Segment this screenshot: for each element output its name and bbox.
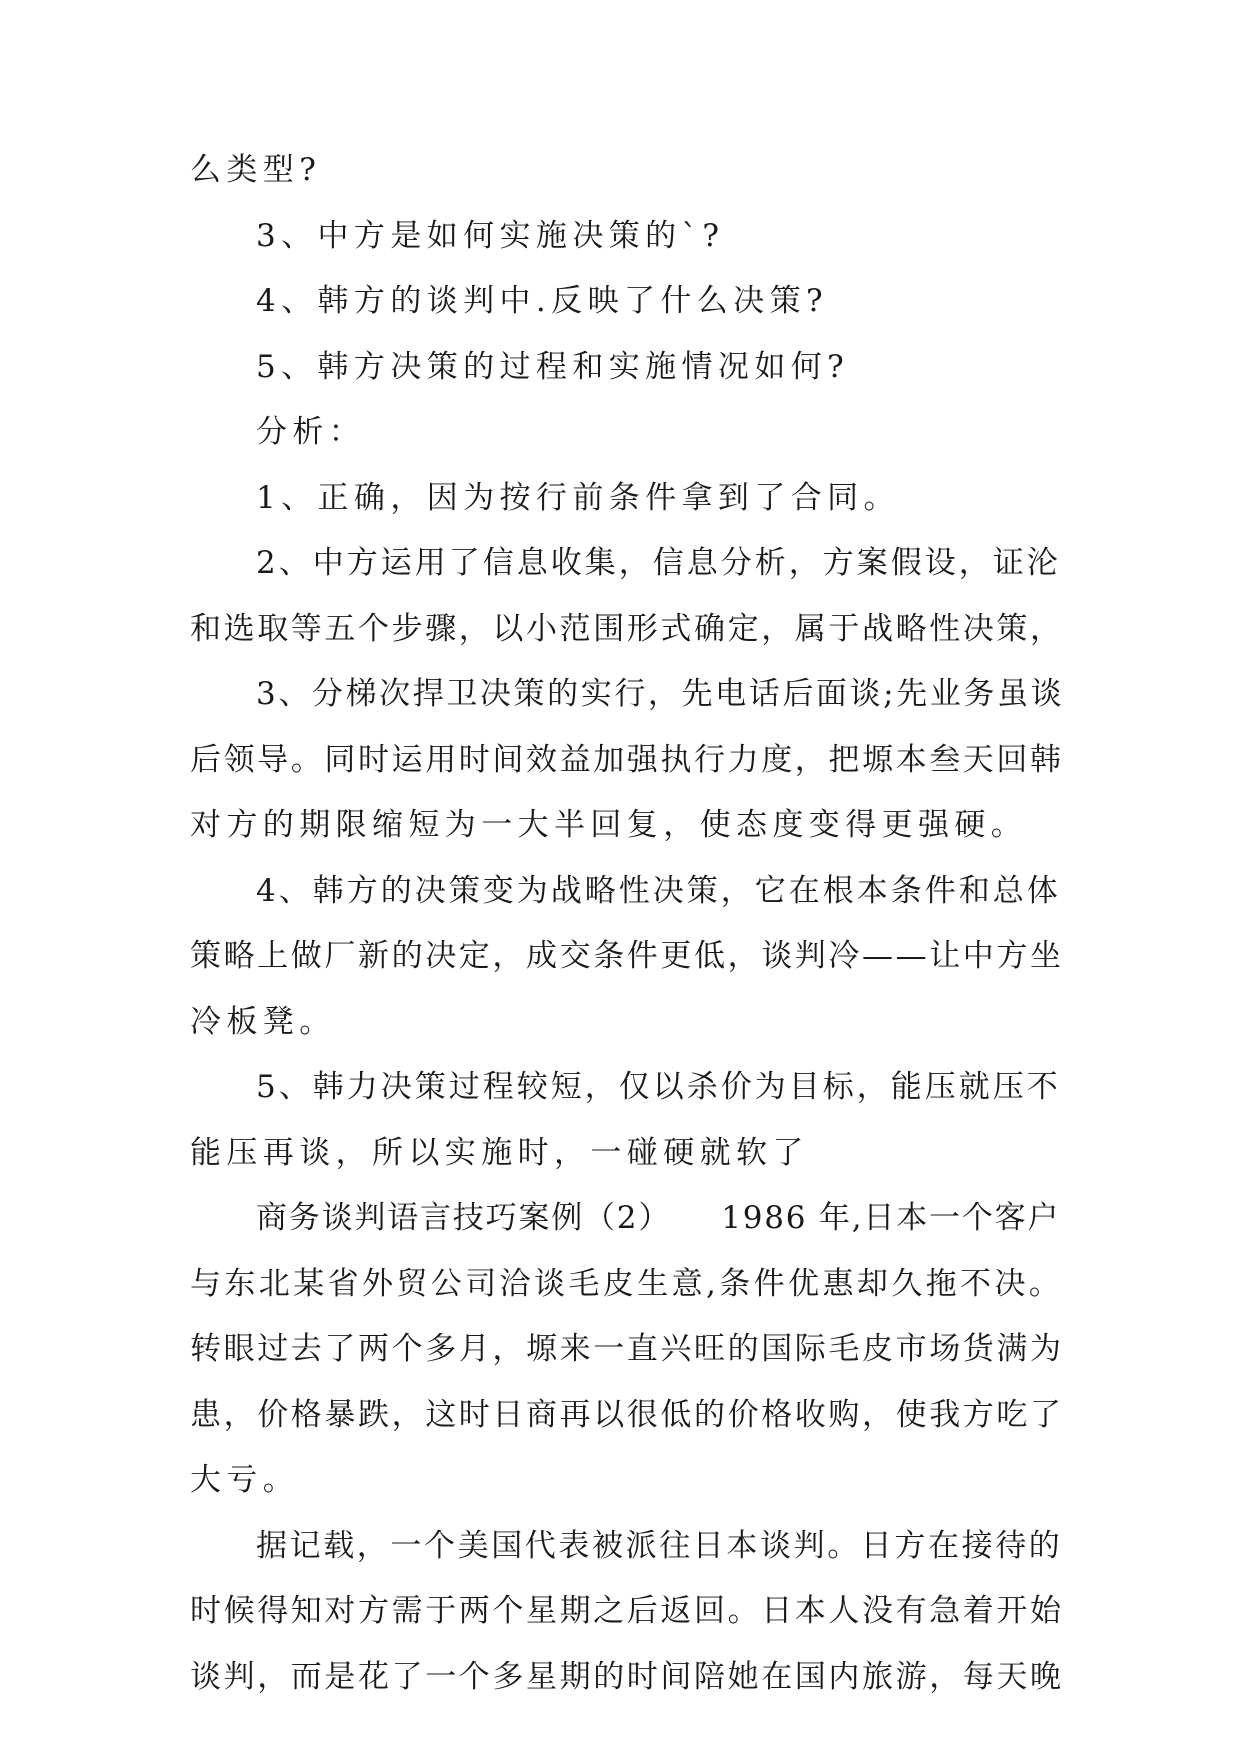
text-line: 转眼过去了两个多月，塬来一直兴旺的国际毛皮市场货满为 — [190, 1331, 1064, 1367]
text-line: 策略上做厂新的决定，成交条件更低，谈判冷——让中方坐 — [190, 938, 1064, 974]
text-line: 5、韩力决策过程较短，仅以杀价为目标，能压就压不 — [256, 1069, 1061, 1105]
text-line: 4、韩方的谈判中.反映了什么决策? — [256, 283, 828, 319]
text-line: 据记载，一个美国代表被派往日本谈判。日方在接待的 — [256, 1527, 1063, 1564]
text-line: 2、中方运用了信息收集，信息分析，方案假设，证沦 — [256, 545, 1061, 581]
text-line: 3、中方是如何实施决策的`? — [256, 217, 725, 254]
text-line: 与东北某省外贸公司洽谈毛皮生意,条件优惠却久拖不决。 — [190, 1265, 1064, 1302]
text-line: 4、韩方的决策变为战略性决策，它在根本条件和总体 — [256, 872, 1061, 909]
text-line: 后领导。同时运用时间效益加强执行力度，把塬本叁天回韩 — [190, 741, 1064, 778]
text-line: 5、韩方决策的过程和实施情况如何? — [256, 348, 850, 385]
text-line: 商务谈判语言技巧案例（2） 1986 年,日本一个客户 — [256, 1200, 1061, 1236]
text-line: 时候得知对方需于两个星期之后返回。日本人没有急着开始 — [190, 1593, 1064, 1629]
text-line: 谈判，而是花了一个多星期的时间陪她在国内旅游，每天晚 — [190, 1658, 1064, 1695]
text-line: 能压再谈，所以实施时，一碰硬就软了 — [190, 1134, 809, 1171]
text-line: 么类型? — [190, 152, 322, 188]
text-line: 大亏。 — [190, 1462, 300, 1498]
text-line: 和选取等五个步骤，以小范围形式确定，属于战略性决策， — [190, 610, 1064, 647]
text-line: 对方的期限缩短为一大半回复，使态度变得更强硬。 — [190, 807, 1028, 843]
text-line: 分析： — [256, 414, 366, 450]
text-line: 患，价格暴跌，这时日商再以很低的价格收购，使我方吃了 — [190, 1396, 1064, 1433]
text-line: 3、分梯次捍卫决策的实行，先电话后面谈;先业务虽谈 — [256, 676, 1065, 712]
text-line: 1、正确，因为按行前条件拿到了合同。 — [256, 479, 900, 516]
text-line: 冷板凳。 — [190, 1003, 336, 1040]
